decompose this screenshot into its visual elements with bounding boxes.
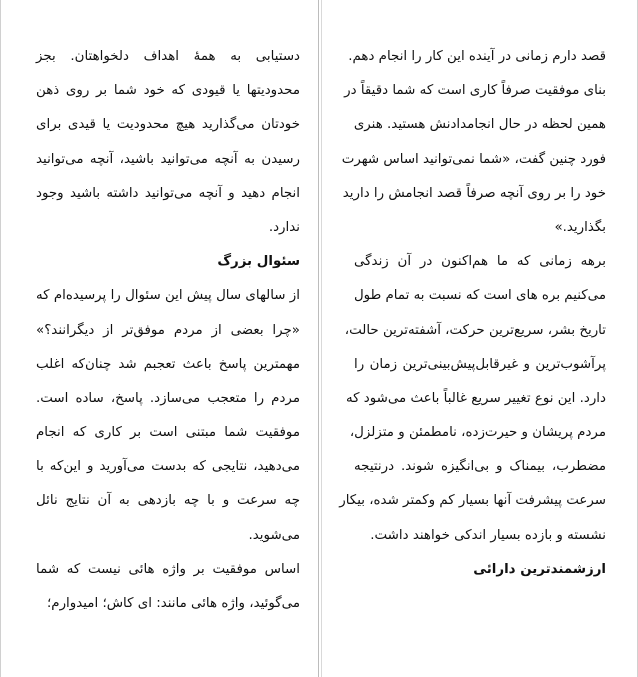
right-page-line: مضطرب، بیمناک و بی‌انگیزه شوند. درنتیجه: [354, 459, 606, 475]
left-page-line: اساس موفقیت بر واژه هائی نیست که شما: [36, 561, 300, 577]
page-gutter: [318, 0, 319, 677]
left-page-line: از سالهای سال پیش این سئوال را پرسیده‌ام که: [36, 288, 300, 304]
left-page-line: چه سرعت و با چه بازدهی به آن نتایج نائل: [36, 493, 300, 509]
left-page-line: انجام دهید و آنچه می‌توانید داشته باشید وجود: [36, 185, 300, 201]
left-page-line: رسیدن به آنچه می‌توانید باشید، آنچه می‌توانید: [36, 151, 300, 167]
right-page: [339, 40, 606, 587]
right-page-line: پرآشوب‌ترین و غیرقابل‌پیش‌بینی‌ترین زمان را: [354, 356, 606, 372]
left-page: [36, 40, 300, 621]
right-page-line: تاریخ بشر، سریع‌ترین حرکت، آشفته‌ترین حالت،: [344, 322, 606, 338]
right-page-line: سرعت پیشرفت آنها بسیار کم وکمتر شده، بیکار: [339, 493, 606, 509]
right-page-line: بگذارید.»: [554, 219, 606, 235]
right-page-line: مردم پریشان و حیرت‌زده، نامطمئن و متزلزل،: [349, 425, 606, 441]
right-page-line: قصد دارم زمانی در آینده این کار را انجام دهم.: [348, 49, 606, 64]
left-page-line: خودتان می‌گذارید هیچ محدودیت یا قیدی برای: [36, 117, 300, 133]
left-page-line: موفقیت شما مبتنی است بر کاری که انجام: [36, 425, 300, 441]
page-edge-left: [0, 0, 1, 677]
right-page-line: دارد. این نوع تغییر سریع غالباً باعث می‌شود که: [345, 390, 606, 406]
left-page-line: مردم را متعجب می‌سازد. پاسخ، ساده است.: [36, 390, 300, 406]
right-page-line: می‌کنیم بره های است که نسبت به تمام طول: [353, 288, 606, 304]
left-page-line: محدودیتها یا قیودی که خود شما بر روی ذهن: [36, 83, 300, 99]
right-page-line: خود را بر روی آنچه صرفاً قصد انجامش را دارید: [342, 185, 606, 201]
page-gutter-shadow: [321, 0, 322, 677]
left-page-line: می‌شوید.: [248, 527, 300, 543]
section-heading-big-question: سئوال بزرگ: [217, 254, 300, 270]
section-heading-most-valuable-asset: ارزشمندترین دارائی: [473, 561, 606, 577]
left-page-line: می‌گوئید، واژه هائی مانند: ای کاش؛ امیدوارم؛: [47, 596, 300, 611]
right-page-line: فورد چنین گفت، «شما نمی‌توانید اساس شهرت: [341, 151, 606, 167]
right-page-line: نشسته و بازده بسیار اندکی خواهند داشت.: [370, 527, 606, 543]
right-page-line: بنای موفقیت صرفاً کاری است که شما دقیقاً در: [344, 83, 606, 99]
left-page-line: «چرا بعضی از مردم موفق‌تر از دیگرانند؟»: [36, 322, 300, 338]
right-page-line: برهه زمانی که ما هم‌اکنون در آن زندگی: [354, 254, 606, 270]
left-page-line: می‌دهید، نتایجی که بدست می‌آورید و این‌که با: [36, 459, 300, 475]
left-page-line: دستیابی به همهٔ اهداف دلخواهتان. بجز: [36, 49, 300, 64]
left-page-line: ندارد.: [268, 219, 300, 235]
right-page-line: همین لحظه در حال انجامدادنش هستید. هنری: [353, 117, 606, 133]
left-page-line: مهمترین پاسخ باعث تعجبم شد چنان‌که اغلب: [36, 356, 300, 372]
